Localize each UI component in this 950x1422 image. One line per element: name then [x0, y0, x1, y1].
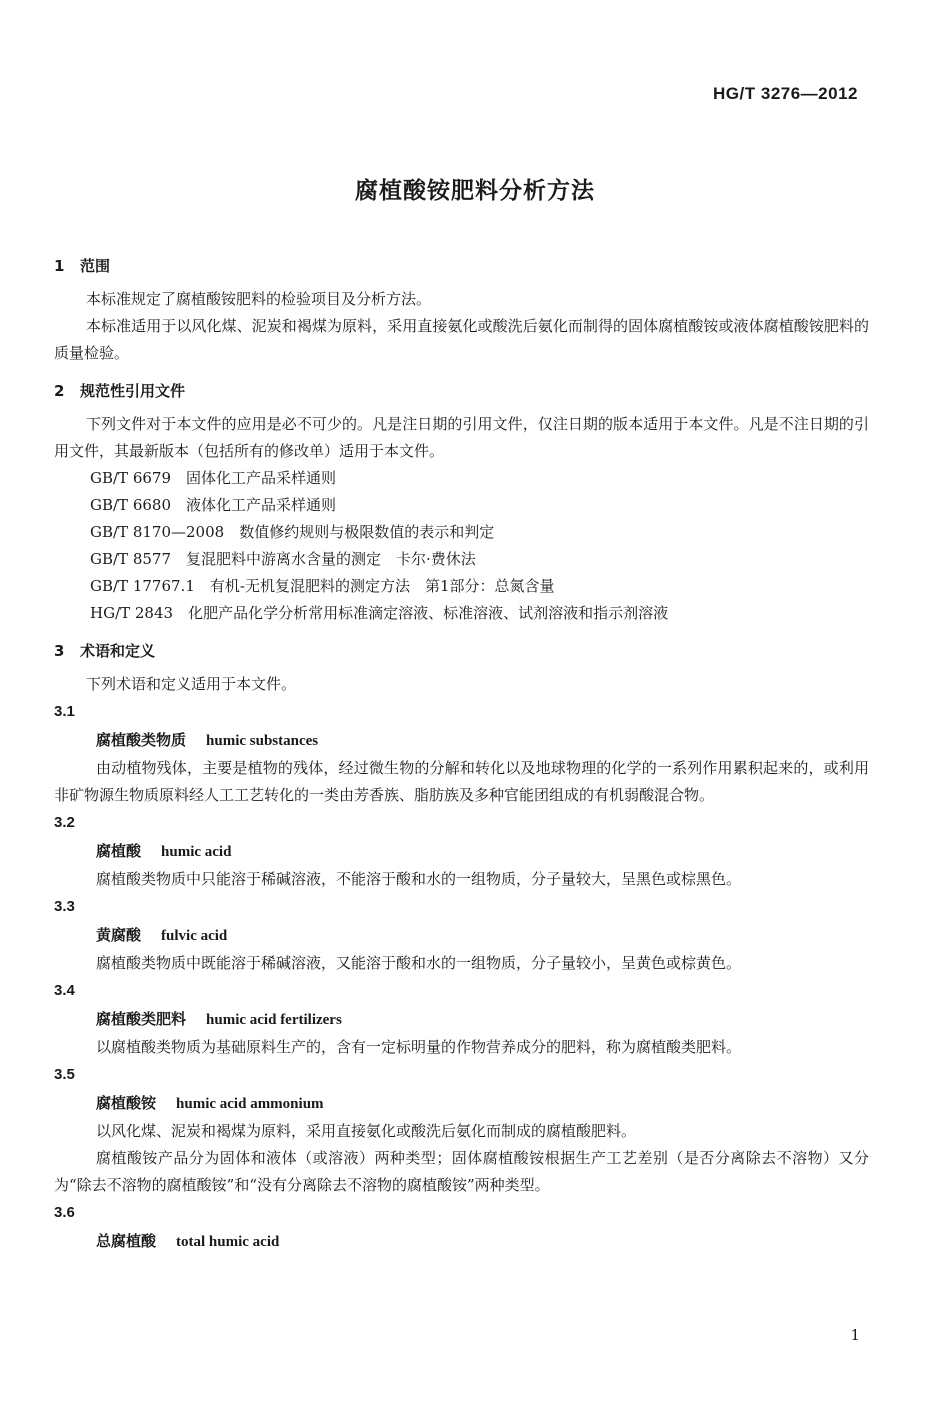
paragraph: 本标准适用于以风化煤、泥炭和褐煤为原料，采用直接氨化或酸洗后氨化而制得的固体腐植酸铵或液体腐植酸铵肥料的质量检验。 [54, 317, 869, 362]
term-chinese: 黄腐酸 [96, 926, 142, 944]
reference-item [54, 600, 869, 627]
term-english: humic acid fertilizers [206, 1012, 342, 1028]
reference-item [54, 492, 869, 519]
term-chinese: 腐植酸铵 [96, 1094, 157, 1112]
reference-code: GB/T 8170—2008 [90, 523, 225, 541]
term-list [54, 698, 869, 1256]
document-title: 腐植酸铵肥料分析方法 [355, 178, 595, 204]
reference-item [54, 465, 869, 492]
clause-number: 3.6 [54, 1204, 75, 1221]
term-heading [54, 921, 869, 950]
clause-number: 3.5 [54, 1066, 75, 1083]
term-chinese: 腐植酸 [96, 842, 142, 860]
reference-title: 有机-无机复混肥料的测定方法 第1部分：总氮含量 [209, 577, 555, 595]
reference-code: GB/T 17767.1 [90, 577, 195, 595]
reference-title: 复混肥料中游离水含量的测定 卡尔·费休法 [186, 550, 476, 568]
term-definition: 以腐植酸类物质为基础原料生产的，含有一定标明量的作物营养成分的肥料，称为腐植酸类肥料。 [96, 1038, 742, 1056]
reference-code: GB/T 8577 [90, 550, 172, 568]
term-definition: 由动植物残体，主要是植物的残体，经过微生物的分解和转化以及地球物理的化学的一系列作用累积起来的，或利用非矿物源生物质原料经人工工艺转化的一类由芳香族、脂肪族及多种官能团组成的有机弱酸混合物。 [54, 759, 869, 804]
section-title: 规范性引用文件 [80, 382, 186, 400]
term-heading [54, 726, 869, 755]
term-heading [54, 1227, 869, 1256]
page-number: 1 [850, 1326, 860, 1344]
section-number: 3 [54, 642, 65, 660]
clause-number: 3.2 [54, 814, 75, 831]
term-heading [54, 1005, 869, 1034]
standard-code: HG/T 3276—2012 [713, 84, 858, 103]
section-title: 范围 [80, 257, 111, 275]
clause-number: 3.1 [54, 703, 75, 720]
term-chinese: 总腐植酸 [96, 1232, 157, 1250]
section-heading-terms-definitions [54, 641, 869, 661]
reference-title: 数值修约规则与极限数值的表示和判定 [239, 523, 495, 541]
paragraph: 下列术语和定义适用于本文件。 [86, 675, 297, 693]
term-chinese: 腐植酸类物质 [96, 731, 187, 749]
reference-title: 固体化工产品采样通则 [186, 469, 337, 487]
reference-code: HG/T 2843 [90, 604, 174, 622]
section-heading-scope [54, 256, 869, 276]
term-english: humic substances [206, 733, 319, 749]
term-english: humic acid [161, 844, 232, 860]
reference-item [54, 573, 869, 600]
clause-number: 3.3 [54, 898, 75, 915]
reference-title: 化肥产品化学分析常用标准滴定溶液、标准溶液、试剂溶液和指示剂溶液 [188, 604, 669, 622]
reference-item [54, 519, 869, 546]
section-heading-normative-references [54, 381, 869, 401]
term-definition: 腐植酸类物质中只能溶于稀碱溶液，不能溶于酸和水的一组物质，分子量较大，呈黑色或棕黑色。 [96, 870, 742, 888]
term-english: total humic acid [176, 1234, 280, 1250]
reference-code: GB/T 6679 [90, 469, 172, 487]
paragraph: 下列文件对于本文件的应用是必不可少的。凡是注日期的引用文件，仅注日期的版本适用于本文件。凡是不注日期的引用文件，其最新版本（包括所有的修改单）适用于本文件。 [54, 415, 869, 460]
clause-number: 3.4 [54, 982, 75, 999]
term-definition: 腐植酸类物质中既能溶于稀碱溶液，又能溶于酸和水的一组物质，分子量较小，呈黄色或棕黄色。 [96, 954, 742, 972]
section-number: 1 [54, 257, 65, 275]
term-chinese: 腐植酸类肥料 [96, 1010, 187, 1028]
section-title: 术语和定义 [80, 642, 156, 660]
section-number: 2 [54, 382, 65, 400]
term-heading [54, 837, 869, 866]
document-body [54, 256, 869, 1256]
paragraph: 本标准规定了腐植酸铵肥料的检验项目及分析方法。 [86, 290, 432, 308]
reference-title: 液体化工产品采样通则 [186, 496, 337, 514]
term-heading [54, 1089, 869, 1118]
term-definition: 腐植酸铵产品分为固体和液体（或溶液）两种类型；固体腐植酸铵根据生产工艺差别（是否分离除去不溶物）又分为“除去不溶物的腐植酸铵”和“没有分离除去不溶物的腐植酸铵”两种类型。 [54, 1149, 869, 1194]
reference-code: GB/T 6680 [90, 496, 172, 514]
reference-list [54, 465, 869, 627]
term-english: fulvic acid [161, 928, 228, 944]
reference-item [54, 546, 869, 573]
term-english: humic acid ammonium [176, 1096, 324, 1112]
term-definition: 以风化煤、泥炭和褐煤为原料，采用直接氨化或酸洗后氨化而制成的腐植酸肥料。 [96, 1122, 637, 1140]
